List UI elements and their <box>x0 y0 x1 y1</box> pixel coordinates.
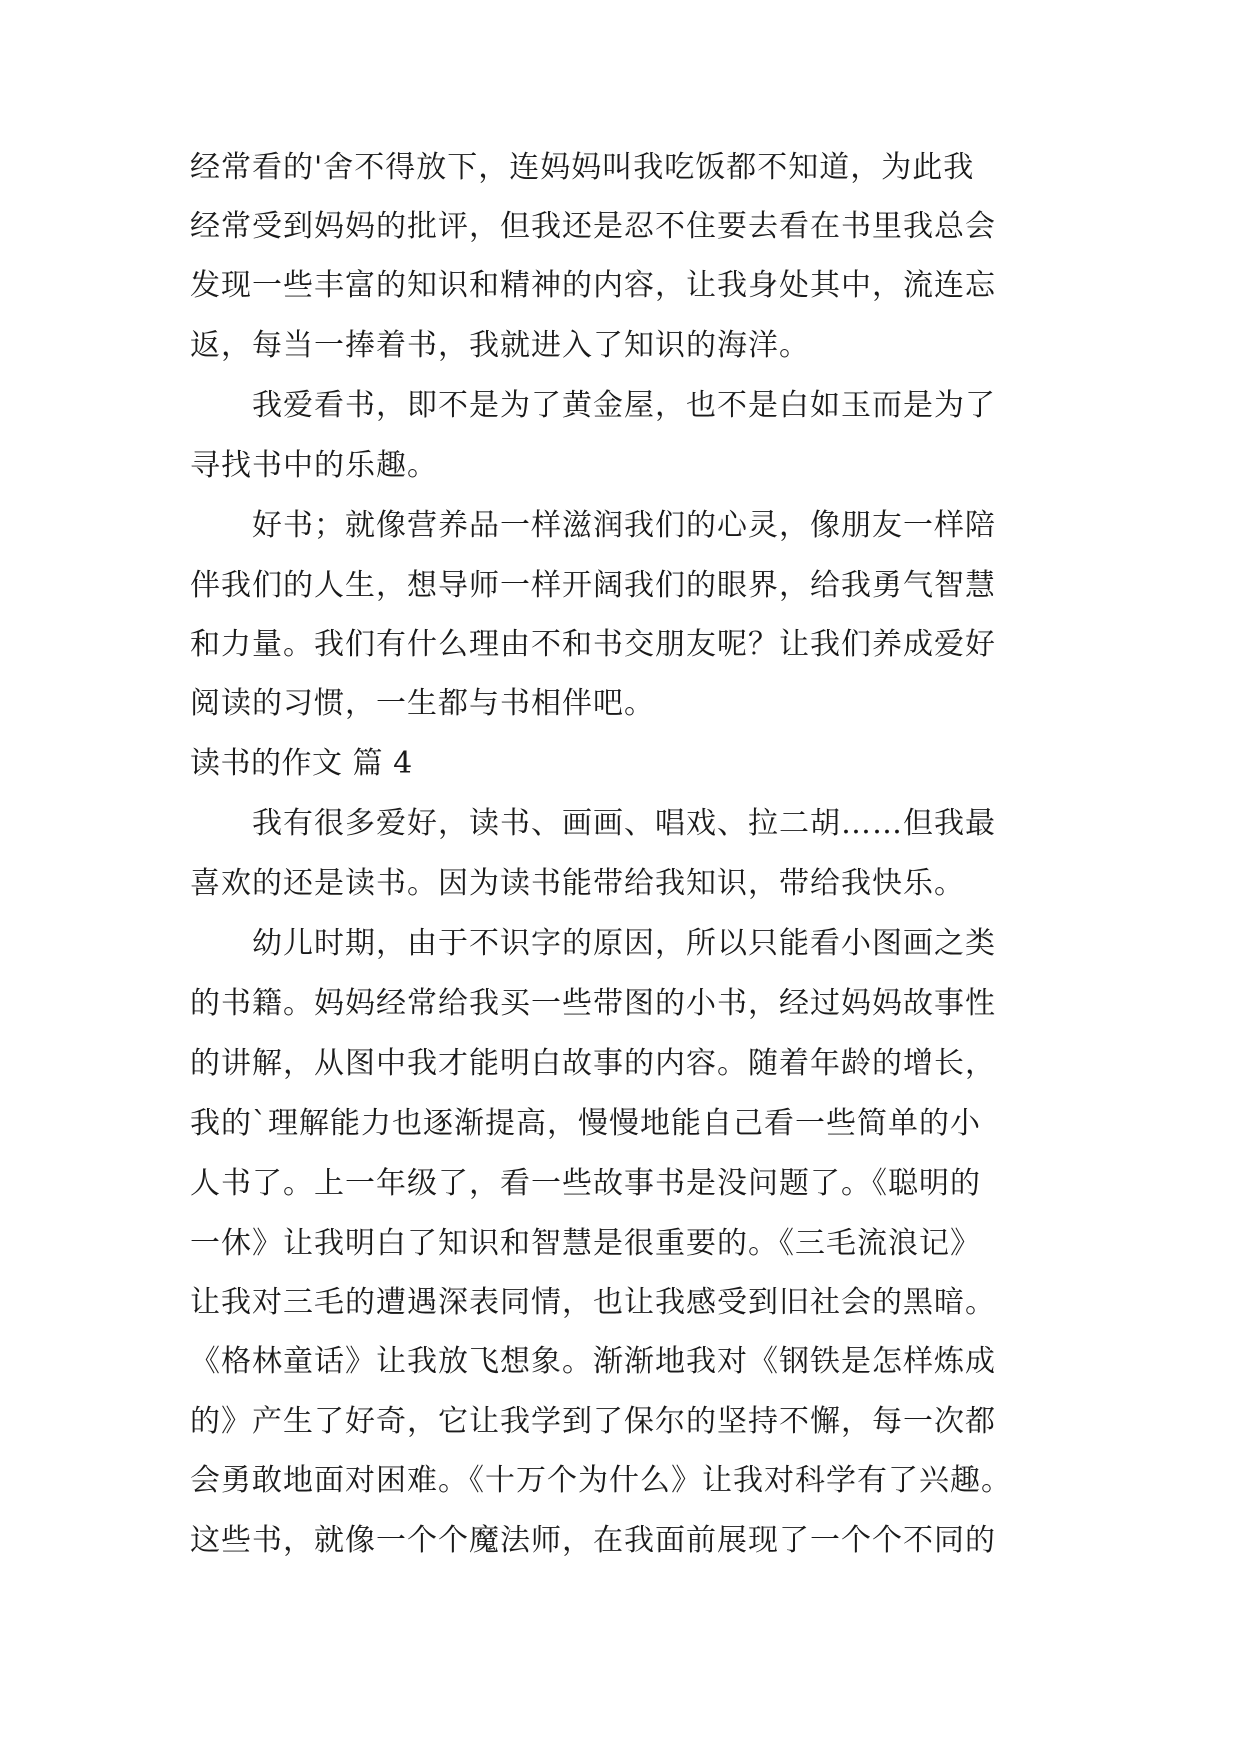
text-line: 寻找书中的乐趣。 <box>190 448 438 483</box>
text-line: 我有很多爱好，读书、画画、唱戏、拉二胡……但我最 <box>190 806 996 841</box>
text-line: 的书籍。妈妈经常给我买一些带图的小书，经过妈妈故事性 <box>190 986 996 1021</box>
text-line: 的》产生了好奇，它让我学到了保尔的坚持不懈，每一次都 <box>190 1404 996 1439</box>
text-line: 我爱看书，即不是为了黄金屋，也不是白如玉而是为了 <box>190 388 996 423</box>
text-line: 伴我们的人生，想导师一样开阔我们的眼界，给我勇气智慧 <box>190 568 996 603</box>
text-line: 发现一些丰富的知识和精神的内容，让我身处其中，流连忘 <box>190 268 996 303</box>
text-line: 《格林童话》让我放飞想象。渐渐地我对《钢铁是怎样炼成 <box>190 1344 996 1379</box>
section-heading: 读书的作文 篇 4 <box>190 746 413 781</box>
text-line: 的讲解，从图中我才能明白故事的内容。随着年龄的增长， <box>190 1046 996 1081</box>
text-line: 一休》让我明白了知识和智慧是很重要的。《三毛流浪记》 <box>190 1226 981 1261</box>
text-line: 人书了。上一年级了，看一些故事书是没问题了。《聪明的 <box>190 1166 981 1201</box>
text-line: 让我对三毛的遭遇深表同情，也让我感受到旧社会的黑暗。 <box>190 1285 996 1320</box>
text-line: 我的`理解能力也逐渐提高，慢慢地能自己看一些简单的小 <box>190 1106 981 1141</box>
text-line: 喜欢的还是读书。因为读书能带给我知识，带给我快乐。 <box>190 866 965 901</box>
text-line: 幼儿时期，由于不识字的原因，所以只能看小图画之类 <box>190 926 996 961</box>
text-line: 会勇敢地面对困难。《十万个为什么》让我对科学有了兴趣。 <box>190 1463 1012 1498</box>
text-line: 返，每当一捧着书，我就进入了知识的海洋。 <box>190 328 810 363</box>
text-line: 阅读的习惯，一生都与书相伴吧。 <box>190 686 655 721</box>
text-line: 和力量。我们有什么理由不和书交朋友呢？让我们养成爱好 <box>190 627 996 662</box>
text-line: 这些书，就像一个个魔法师，在我面前展现了一个个不同的 <box>190 1523 996 1558</box>
text-line: 好书；就像营养品一样滋润我们的心灵，像朋友一样陪 <box>190 508 996 543</box>
text-line: 经常受到妈妈的批评，但我还是忍不住要去看在书里我总会 <box>190 209 996 244</box>
text-line: 经常看的'舍不得放下，连妈妈叫我吃饭都不知道，为此我 <box>190 150 975 185</box>
